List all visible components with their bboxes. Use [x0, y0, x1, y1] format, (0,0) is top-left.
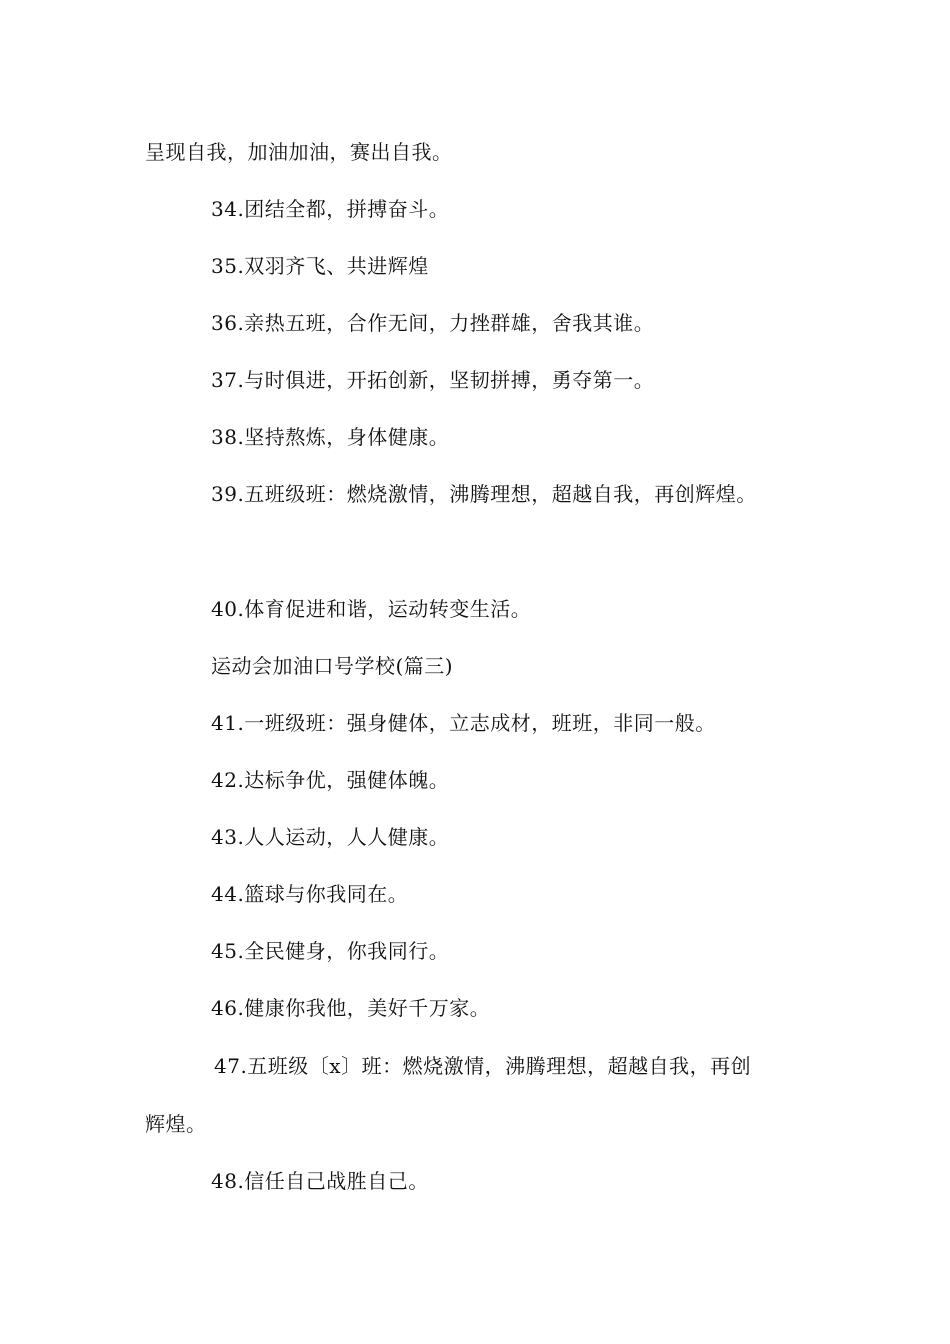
text-line: 43.人人运动，人人健康。: [211, 825, 450, 849]
section-heading: 运动会加油口号学校(篇三): [211, 654, 454, 678]
text-line: 47.五班级〔x〕班：燃烧激情，沸腾理想，超越自我，再创: [214, 1054, 752, 1078]
text-line: 38.坚持熬炼，身体健康。: [211, 425, 450, 449]
text-line: 45.全民健身，你我同行。: [211, 939, 450, 963]
text-line: 呈现自我，加油加油，赛出自我。: [145, 140, 453, 164]
text-line: 39.五班级班：燃烧激情，沸腾理想，超越自我，再创辉煌。: [211, 482, 757, 506]
text-line: 46.健康你我他，美好千万家。: [211, 996, 491, 1020]
text-line: 42.达标争优，强健体魄。: [211, 768, 450, 792]
text-line: 40.体育促进和谐，运动转变生活。: [211, 597, 532, 621]
text-line: 36.亲热五班，合作无间，力挫群雄，舍我其谁。: [211, 311, 655, 335]
text-line: 44.篮球与你我同在。: [211, 882, 409, 906]
text-line: 48.信任自己战胜自己。: [211, 1169, 429, 1193]
text-line: 37.与时俱进，开拓创新，坚韧拼搏，勇夺第一。: [211, 368, 655, 392]
text-line: 35.双羽齐飞、共进辉煌: [211, 254, 429, 278]
text-line: 34.团结全都，拼搏奋斗。: [211, 197, 450, 221]
text-line: 41.一班级班：强身健体，立志成材，班班，非同一般。: [211, 711, 716, 735]
text-line: 辉煌。: [145, 1112, 207, 1136]
